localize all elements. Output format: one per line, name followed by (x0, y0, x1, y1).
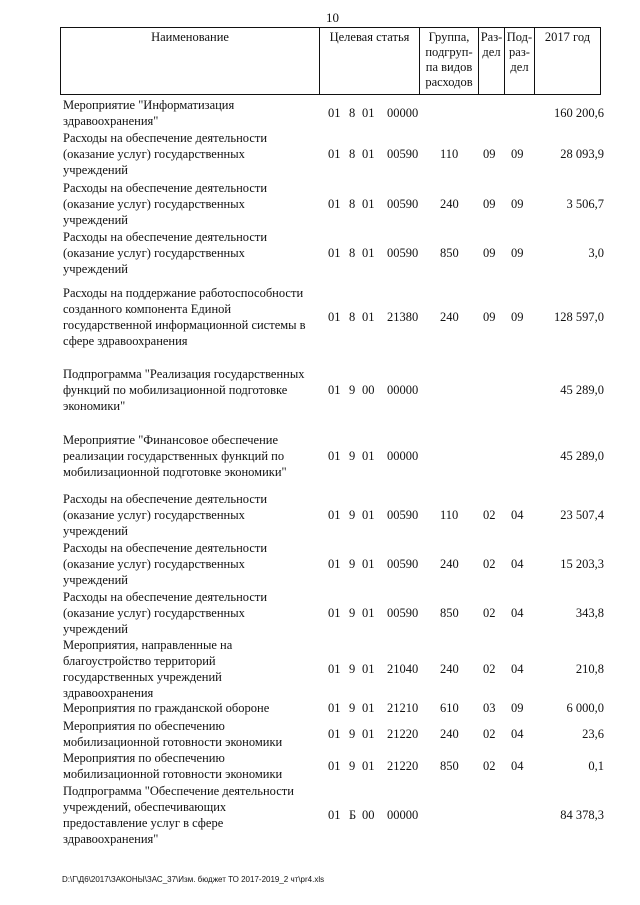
table-row (0, 718, 640, 750)
row-subsection: 04 (511, 727, 524, 741)
row-subsection: 04 (511, 557, 524, 571)
row-subsection: 09 (511, 147, 524, 161)
code-measure: 01 (362, 727, 375, 741)
row-name: Мероприятие "Финансовое обеспечение реализации государственных функций по мобилизационной подготовке экономики" (63, 433, 287, 479)
row-name: Мероприятия по обеспечению мобилизационной готовности экономики (63, 719, 283, 749)
row-amount: 160 200,6 (554, 106, 604, 120)
row-section: 02 (483, 662, 496, 676)
code-program: 01 (328, 310, 341, 324)
code-direction: 00590 (387, 606, 419, 620)
table-row (0, 285, 640, 349)
row-amount: 0,1 (588, 759, 604, 773)
code-direction: 00590 (387, 508, 419, 522)
row-amount: 45 289,0 (560, 383, 604, 397)
code-program: 01 (328, 662, 341, 676)
code-measure: 01 (362, 449, 375, 463)
code-measure: 01 (362, 147, 375, 161)
row-amount: 3 506,7 (566, 197, 604, 211)
row-name: Расходы на обеспечение деятельности (оказание услуг) государственных учреждений (63, 131, 268, 177)
table-row (0, 97, 640, 129)
code-program: 01 (328, 808, 341, 822)
code-subprogram: 8 (349, 310, 356, 324)
code-subprogram: 9 (349, 449, 356, 463)
row-amount: 23 507,4 (560, 508, 604, 522)
row-group: 850 (440, 246, 459, 260)
code-measure: 01 (362, 106, 375, 120)
header-name: Наименование (61, 28, 320, 95)
code-program: 01 (328, 508, 341, 522)
code-measure: 01 (362, 701, 375, 715)
row-name: Расходы на обеспечение деятельности (оказание услуг) государственных учреждений (63, 590, 268, 636)
header-year: 2017 год (535, 28, 601, 95)
row-amount: 343,8 (575, 606, 604, 620)
code-measure: 01 (362, 246, 375, 260)
code-program: 01 (328, 383, 341, 397)
table-row (0, 750, 640, 782)
code-program: 01 (328, 246, 341, 260)
code-direction: 00000 (387, 449, 419, 463)
row-section: 02 (483, 759, 496, 773)
table-row (0, 700, 640, 716)
row-amount: 3,0 (588, 246, 604, 260)
code-measure: 01 (362, 197, 375, 211)
row-name: Мероприятие "Информатизация здравоохранения" (63, 98, 235, 128)
row-group: 240 (440, 662, 459, 676)
row-name: Расходы на обеспечение деятельности (оказание услуг) государственных учреждений (63, 181, 268, 227)
row-name: Расходы на обеспечение деятельности (оказание услуг) государственных учреждений (63, 541, 268, 587)
row-group: 240 (440, 197, 459, 211)
row-name: Мероприятия, направленные на благоустройство территорий государственных учреждений здравоохранения (63, 638, 233, 700)
code-measure: 01 (362, 557, 375, 571)
code-subprogram: 8 (349, 246, 356, 260)
row-amount: 23,6 (582, 727, 604, 741)
row-subsection: 04 (511, 759, 524, 773)
row-group: 610 (440, 701, 459, 715)
row-group: 110 (440, 508, 459, 522)
footer-file-path: D:\Г\Д6\2017\ЗАКОНЫ\ЗАС_37\Изм. бюджет ТО 2017-2019_2 чт\pr4.xls (62, 875, 325, 884)
table-row (0, 491, 640, 539)
code-measure: 01 (362, 759, 375, 773)
table-row (0, 637, 640, 701)
row-group: 240 (440, 310, 459, 324)
code-direction: 00000 (387, 808, 419, 822)
row-subsection: 09 (511, 701, 524, 715)
row-name: Расходы на обеспечение деятельности (оказание услуг) государственных учреждений (63, 492, 268, 538)
code-subprogram: Б (349, 808, 357, 822)
table-row (0, 540, 640, 588)
page-number: 10 (326, 10, 339, 25)
code-direction: 00000 (387, 106, 419, 120)
code-measure: 01 (362, 606, 375, 620)
row-section: 02 (483, 557, 496, 571)
row-amount: 6 000,0 (566, 701, 604, 715)
row-section: 09 (483, 147, 496, 161)
row-section: 09 (483, 197, 496, 211)
table-row (0, 229, 640, 277)
header-subsection: Под- раз- дел (505, 28, 535, 95)
row-group: 110 (440, 147, 459, 161)
row-group: 240 (440, 727, 459, 741)
code-subprogram: 9 (349, 701, 356, 715)
row-section: 02 (483, 727, 496, 741)
code-direction: 00590 (387, 246, 419, 260)
row-name: Расходы на обеспечение деятельности (оказание услуг) государственных учреждений (63, 230, 268, 276)
code-subprogram: 8 (349, 147, 356, 161)
code-subprogram: 9 (349, 662, 356, 676)
code-subprogram: 8 (349, 197, 356, 211)
code-subprogram: 9 (349, 759, 356, 773)
code-direction: 21220 (387, 759, 419, 773)
code-program: 01 (328, 557, 341, 571)
table-row (0, 180, 640, 228)
row-name: Мероприятия по обеспечению мобилизационной готовности экономики (63, 751, 283, 781)
code-direction: 00590 (387, 557, 419, 571)
row-subsection: 09 (511, 310, 524, 324)
row-subsection: 04 (511, 508, 524, 522)
code-subprogram: 9 (349, 606, 356, 620)
row-name: Подпрограмма "Обеспечение деятельности учреждений, обеспечивающих предоставление услуг в сфере здравоохранения" (63, 784, 294, 846)
code-program: 01 (328, 759, 341, 773)
table-row (0, 783, 640, 847)
row-amount: 15 203,3 (560, 557, 604, 571)
table-row (0, 432, 640, 480)
code-measure: 01 (362, 508, 375, 522)
code-subprogram: 9 (349, 508, 356, 522)
row-amount: 28 093,9 (560, 147, 604, 161)
code-direction: 21220 (387, 727, 419, 741)
header-target: Целевая статья (320, 28, 420, 95)
code-subprogram: 9 (349, 557, 356, 571)
row-name: Расходы на поддержание работоспособности созданного компонента Единой государственной информационной системы в сфере здравоохранения (63, 286, 306, 348)
code-direction: 00590 (387, 197, 419, 211)
code-program: 01 (328, 449, 341, 463)
code-measure: 01 (362, 662, 375, 676)
code-direction: 21210 (387, 701, 419, 715)
row-name: Мероприятия по гражданской обороне (63, 701, 270, 715)
row-group: 850 (440, 606, 459, 620)
table-row (0, 589, 640, 637)
code-program: 01 (328, 701, 341, 715)
code-direction: 00590 (387, 147, 419, 161)
row-subsection: 09 (511, 246, 524, 260)
row-section: 02 (483, 508, 496, 522)
row-section: 09 (483, 310, 496, 324)
table-row (0, 130, 640, 178)
row-amount: 210,8 (575, 662, 604, 676)
code-direction: 00000 (387, 383, 419, 397)
row-section: 02 (483, 606, 496, 620)
row-group: 850 (440, 759, 459, 773)
row-amount: 45 289,0 (560, 449, 604, 463)
code-direction: 21040 (387, 662, 419, 676)
row-name: Подпрограмма "Реализация государственных функций по мобилизационной подготовке экономики" (63, 367, 305, 413)
header-group: Группа, подгруп- па видов расходов (420, 28, 479, 95)
row-amount: 128 597,0 (554, 310, 604, 324)
code-program: 01 (328, 147, 341, 161)
code-direction: 21380 (387, 310, 419, 324)
row-subsection: 04 (511, 606, 524, 620)
row-subsection: 04 (511, 662, 524, 676)
code-program: 01 (328, 606, 341, 620)
code-subprogram: 8 (349, 106, 356, 120)
row-section: 09 (483, 246, 496, 260)
code-measure: 00 (362, 808, 375, 822)
code-measure: 01 (362, 310, 375, 324)
row-section: 03 (483, 701, 496, 715)
code-program: 01 (328, 106, 341, 120)
header-section: Раз- дел (479, 28, 505, 95)
table-row (0, 366, 640, 414)
row-subsection: 09 (511, 197, 524, 211)
code-program: 01 (328, 727, 341, 741)
code-subprogram: 9 (349, 727, 356, 741)
code-subprogram: 9 (349, 383, 356, 397)
row-amount: 84 378,3 (560, 808, 604, 822)
code-measure: 00 (362, 383, 375, 397)
code-program: 01 (328, 197, 341, 211)
row-group: 240 (440, 557, 459, 571)
